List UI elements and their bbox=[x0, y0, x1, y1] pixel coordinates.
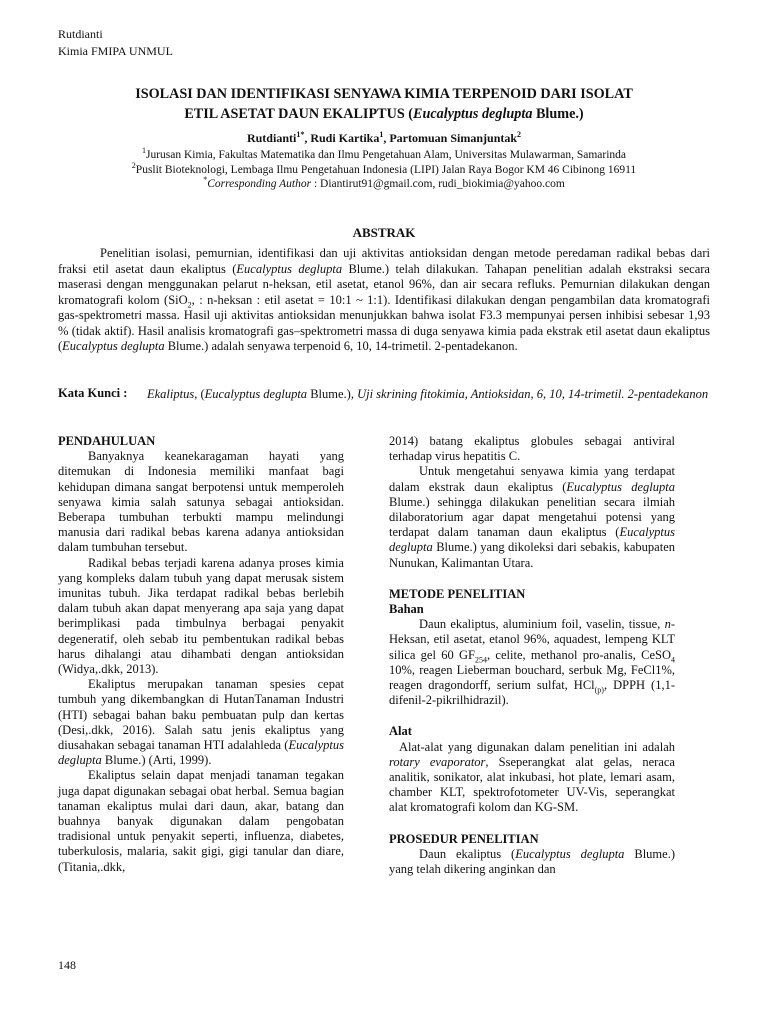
abstract-species-2: Eucalyptus deglupta bbox=[62, 339, 165, 353]
affiliation-2-sup: 2 bbox=[131, 160, 136, 170]
bahan-text-5: , DPPH (1,1-difenil-2-pikrilhidrazil). bbox=[389, 678, 675, 708]
intro-p3-blume: Blume bbox=[101, 753, 139, 768]
section-heading-pendahuluan: PENDAHULUAN bbox=[58, 434, 156, 448]
right-column bbox=[389, 434, 675, 877]
title-line-2-post: Blume.) bbox=[532, 106, 584, 122]
prosedur-text-2: Blume.) yang telah dikering anginkan dan bbox=[389, 846, 675, 877]
title-line-2-pre: ETIL ASETAT DAUN EKALIPTUS ( bbox=[184, 106, 413, 122]
abstract-text-1: Penelitian isolasi, pemurnian, identifikasi dan uji aktivitas antioksidan dengan metode peredaman radikal bebas dari fraksi etil asetat daun ekaliptus ( bbox=[58, 246, 710, 276]
abstract-subscript: 2 bbox=[187, 300, 192, 309]
running-header bbox=[58, 26, 173, 60]
author-2: , Rudi Kartika bbox=[304, 131, 380, 145]
title-line-2 bbox=[60, 104, 708, 124]
author-3: , Partomuan Simanjuntak bbox=[383, 131, 518, 145]
header-author: Rutdianti bbox=[58, 27, 103, 41]
corresponding-author bbox=[60, 177, 708, 192]
intro-p5-species-2: Eucalyptus deglupta bbox=[389, 525, 675, 555]
author-1: Rutdianti bbox=[246, 131, 297, 145]
abstract-species-1: Eucalyptus deglupta bbox=[236, 261, 343, 276]
alat-paragraph bbox=[389, 740, 675, 816]
spacer bbox=[389, 708, 675, 724]
paper-title bbox=[60, 84, 708, 124]
author-list bbox=[60, 131, 708, 146]
abstract-text-4: Blume.) adalah senyawa terpenoid 6, 10, 14-trimetil. 2-pentadekanon. bbox=[164, 339, 518, 353]
page-number: 148 bbox=[58, 958, 76, 972]
intro-p5-text-2: Blume.) sehingga dilakukan penelitian secara ilmiah dilaboratorium agar dapat mengetahui potensi yang terdapat dalam tanaman daun ekaliptus ( bbox=[389, 494, 675, 540]
abstract-body bbox=[58, 246, 710, 355]
keywords-label: Kata Kunci : bbox=[58, 386, 128, 400]
alat-rotary: rotary evaporator bbox=[389, 754, 486, 769]
header-affiliation: Kimia FMIPA UNMUL bbox=[58, 44, 173, 58]
intro-paragraph-1: Banyaknya keanekaragaman hayati yang ditemukan di Indonesia memiliki manfaat bagi kehidupan dimana sangat berpotensi untuk memperoleh senyawa kimia salah satunya sebagai antioksidan. Beberapa tumbuhan terbukti mampu melindungi manusia dari radikal bebas karena adanya antioksidan dalam tumbuhan tersebut. bbox=[58, 449, 344, 555]
affiliations bbox=[60, 148, 708, 192]
spacer bbox=[389, 571, 675, 587]
corresponding-emails: : Diantirut91@gmail.com, rudi_biokimia@yahoo.com bbox=[311, 178, 565, 190]
keyword-species: Eucalyptus deglupta bbox=[204, 387, 308, 401]
alat-text-2: , Sseperangkat alat gelas, neraca analitik, sonikator, alat inkubasi, hot plate, lemari asam, chamber KLT, spektrofotometer UV-Vis, seperangkat alat kromatografi kolom dan KG-SM. bbox=[389, 754, 675, 815]
author-2-sup: 1 bbox=[379, 130, 384, 139]
keywords-text bbox=[147, 386, 710, 403]
prosedur-species: Eucalyptus deglupta bbox=[515, 846, 625, 861]
title-line-1: ISOLASI DAN IDENTIFIKASI SENYAWA KIMIA TERPENOID DARI ISOLAT bbox=[135, 86, 633, 102]
bahan-paragraph bbox=[389, 617, 675, 708]
keyword-1: Ekaliptus bbox=[147, 387, 195, 401]
keyword-blume: Blume.) bbox=[307, 387, 351, 401]
left-column bbox=[58, 434, 344, 875]
intro-p5-text-1: Untuk mengetahui senyawa kimia yang terdapat dalam ekstrak daun ekaliptus ( bbox=[389, 464, 675, 494]
intro-paragraph-2: Radikal bebas terjadi karena adanya proses kimia yang kompleks dalam tubuh yang dapat merusak sistem imunitas tubuh. Jika terdapat radikal bebas berlebih dalam tubuh akan dapat menyerang apa saja yang dapat berimplikasi pada timbulnya berbagai penyakit degeneratif, oleh sebab itu pembentukan radikal bebas harus dihalangi atau dihambati dengan antioksidan (Widya,.dkk, 2013). bbox=[58, 555, 344, 677]
prosedur-paragraph bbox=[389, 847, 675, 877]
bahan-n: n bbox=[664, 617, 671, 632]
bahan-text-3: , celite, methanol pro-analis, CeSO bbox=[487, 647, 671, 662]
bahan-sub-3: (p) bbox=[594, 685, 604, 695]
intro-paragraph-4: Ekaliptus selain dapat menjadi tanaman tegakan juga dapat digunakan sebagai obat herbal. Semua bagian tanaman ekaliptus mulai dari daun, akar, batang dan buahnya banyak digunakan dalam pengobatan tradisional untuk penyakit seperti, influenza, diabetes, tuberkulosis, malaria, sakit gigi, gigi tanular dan diare, (Titania,.dkk, bbox=[58, 768, 344, 874]
affiliation-1-sup: 1 bbox=[141, 146, 146, 156]
affiliation-2-text: Puslit Bioteknologi, Lembaga Ilmu Pengetahuan Indonesia (LIPI) Jalan Raya Bogor KM 46 Cibinong 16911 bbox=[135, 163, 637, 176]
intro-p3-text: Ekaliptus merupakan tanaman spesies cepat tumbuh yang dikembangkan di HutanTanaman Industri (HTI) sebagai bahan baku pembuatan pulp dan kertas (Desi,.dkk, 2016). Salah satu jenis ekaliptus yang diusahakan sebagai tanaman HTI adalahleda ( bbox=[58, 677, 344, 753]
affiliation-1 bbox=[60, 148, 708, 163]
corresponding-label: Corresponding Author bbox=[207, 178, 312, 190]
intro-paragraph-3 bbox=[58, 677, 344, 768]
bahan-text-1: Daun ekaliptus, aluminium foil, vaselin, tissue, bbox=[419, 617, 665, 632]
subsection-heading-bahan: Bahan bbox=[389, 602, 424, 617]
affiliation-1-text: Jurusan Kimia, Fakultas Matematika dan Ilmu Pengetahuan Alam, Universitas Mulawarman, Samarinda bbox=[145, 149, 626, 161]
subsection-heading-alat: Alat bbox=[389, 724, 412, 739]
abstract-text-2: Blume.) telah dilakukan. Tahapan penelitian adalah ekstraksi secara maserasi dengan menggunakan pelarut n-heksan, etil asetat, etanol 96%, dan air secara refluks. Pemurnian dilakukan dengan kromatografi kolom (SiO bbox=[58, 261, 710, 307]
bahan-sub-1: 254 bbox=[475, 655, 488, 665]
bahan-text-2: -Heksan, etil asetat, etanol 96%, aquadest, lempeng KLT silica gel 60 GF bbox=[389, 617, 675, 662]
intro-p3-citation: .) (Arti, 1999). bbox=[138, 753, 212, 768]
corresponding-sup: * bbox=[203, 175, 208, 185]
intro-paragraph-5 bbox=[389, 464, 675, 570]
alat-text-1: Alat-alat yang digunakan dalam penelitian ini adalah bbox=[399, 739, 675, 754]
keyword-sep: , ( bbox=[194, 387, 205, 401]
intro-p5-text-3: Blume.) yang dikoleksi dari sebakis, kabupaten Nunukan, Kalimantan Utara. bbox=[389, 540, 675, 570]
author-1-sup: 1* bbox=[296, 130, 305, 139]
bahan-sub-2: 4 bbox=[670, 655, 675, 665]
intro-paragraph-4-cont: 2014) batang ekaliptus globules sebagai antiviral terhadap virus hepatitis C. bbox=[389, 434, 675, 464]
author-3-sup: 2 bbox=[517, 130, 522, 139]
title-species: Eucalyptus deglupta bbox=[412, 106, 533, 122]
intro-p3-species: Eucalyptus deglupta bbox=[58, 738, 344, 768]
intro-p5-species-1: Eucalyptus deglupta bbox=[566, 479, 675, 494]
affiliation-2 bbox=[60, 160, 708, 178]
abstract-paragraph bbox=[58, 246, 710, 355]
section-heading-metode: METODE PENELITIAN bbox=[389, 586, 526, 601]
section-heading-prosedur: PROSEDUR PENELITIAN bbox=[389, 831, 539, 846]
abstract-text-3: , : n-heksan : etil asetat = 10:1 ~ 1:1). Identifikasi dilakukan dengan pengambilan data kromatografi gas-spektrometri massa. Hasil uji aktivitas antioksidan menunjukkan bahwa isolat F3.3 mempunyai persen inhibisi sebesar 1,93 % (tidak aktif). Hasil analisis kromatografi gas–spektrometri massa di duga senyawa kimia pada ekstrak etil asetat daun ekaliptus ( bbox=[58, 292, 710, 353]
bahan-text-4: 10%, reagen Lieberman bouchard, serbuk Mg, FeCl1%, reagen dragondorff, serium sulfat, HCl bbox=[389, 662, 675, 693]
abstract-heading: ABSTRAK bbox=[352, 225, 416, 240]
prosedur-text-1: Daun ekaliptus ( bbox=[419, 846, 516, 861]
spacer bbox=[389, 816, 675, 832]
keyword-rest: , Uji skrining fitokimia, Antioksidan, 6, 10, 14-trimetil. 2-pentadekanon bbox=[350, 387, 709, 401]
